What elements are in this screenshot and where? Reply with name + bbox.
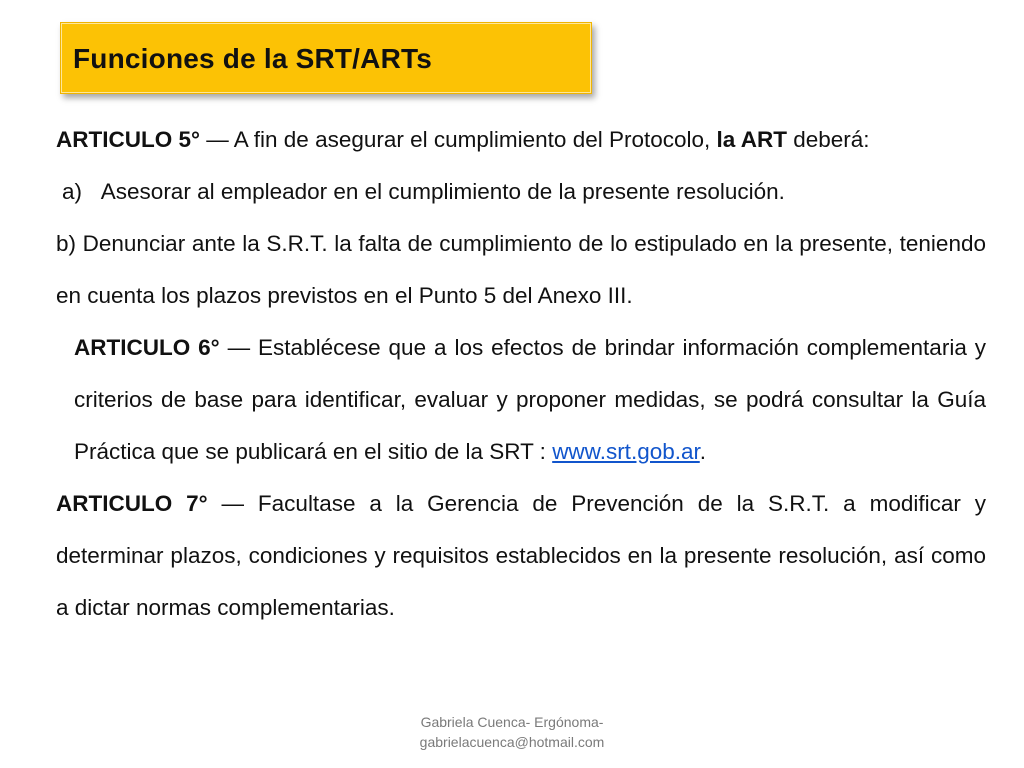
list-item-b	[56, 218, 986, 322]
title-banner	[60, 22, 592, 94]
article-7-label: ARTICULO 7°	[56, 491, 208, 516]
article-7-text: — Facultase a la Gerencia de Prevención de la S.R.T. a modificar y determinar plazos, condiciones y requisitos establecidos en la presente resolución, así como a dictar normas complementarias.	[56, 491, 986, 620]
list-item-a	[56, 166, 986, 218]
article-6-text: — Establécese que a los efectos de brindar información complementaria y criterios de base para identificar, evaluar y proponer medidas, se podrá consultar la Guía Práctica que se publicará en el sitio de la SRT :	[74, 335, 987, 464]
list-item-a-text: Asesorar al empleador en el cumplimiento de la presente resolución.	[100, 179, 785, 204]
list-item-b-text: b) Denunciar ante la S.R.T. la falta de cumplimiento de lo estipulado en la presente, teniendo en cuenta los plazos previstos en el Punto 5 del Anexo III.	[56, 231, 986, 308]
srt-website-link[interactable]: www.srt.gob.ar	[552, 439, 700, 464]
article-6	[56, 322, 986, 478]
slide-footer	[0, 712, 1024, 752]
article-5-text-before: — A fin de asegurar el cumplimiento del Protocolo,	[200, 127, 717, 152]
article-6-label: ARTICULO 6°	[74, 335, 220, 360]
article-5-subject: la ART	[716, 127, 787, 152]
slide-title: Funciones de la SRT/ARTs	[73, 43, 432, 74]
footer-email: gabrielacuenca@hotmail.com	[419, 734, 605, 750]
article-7	[56, 478, 986, 634]
article-6-end: .	[699, 439, 707, 464]
article-5-text-after: deberá:	[786, 127, 870, 152]
footer-author: Gabriela Cuenca- Ergónoma-	[420, 714, 604, 730]
article-5-label: ARTICULO 5°	[56, 127, 200, 152]
slide-body	[56, 114, 986, 634]
list-item-a-marker: a)	[62, 179, 83, 204]
article-5-intro	[56, 114, 986, 166]
